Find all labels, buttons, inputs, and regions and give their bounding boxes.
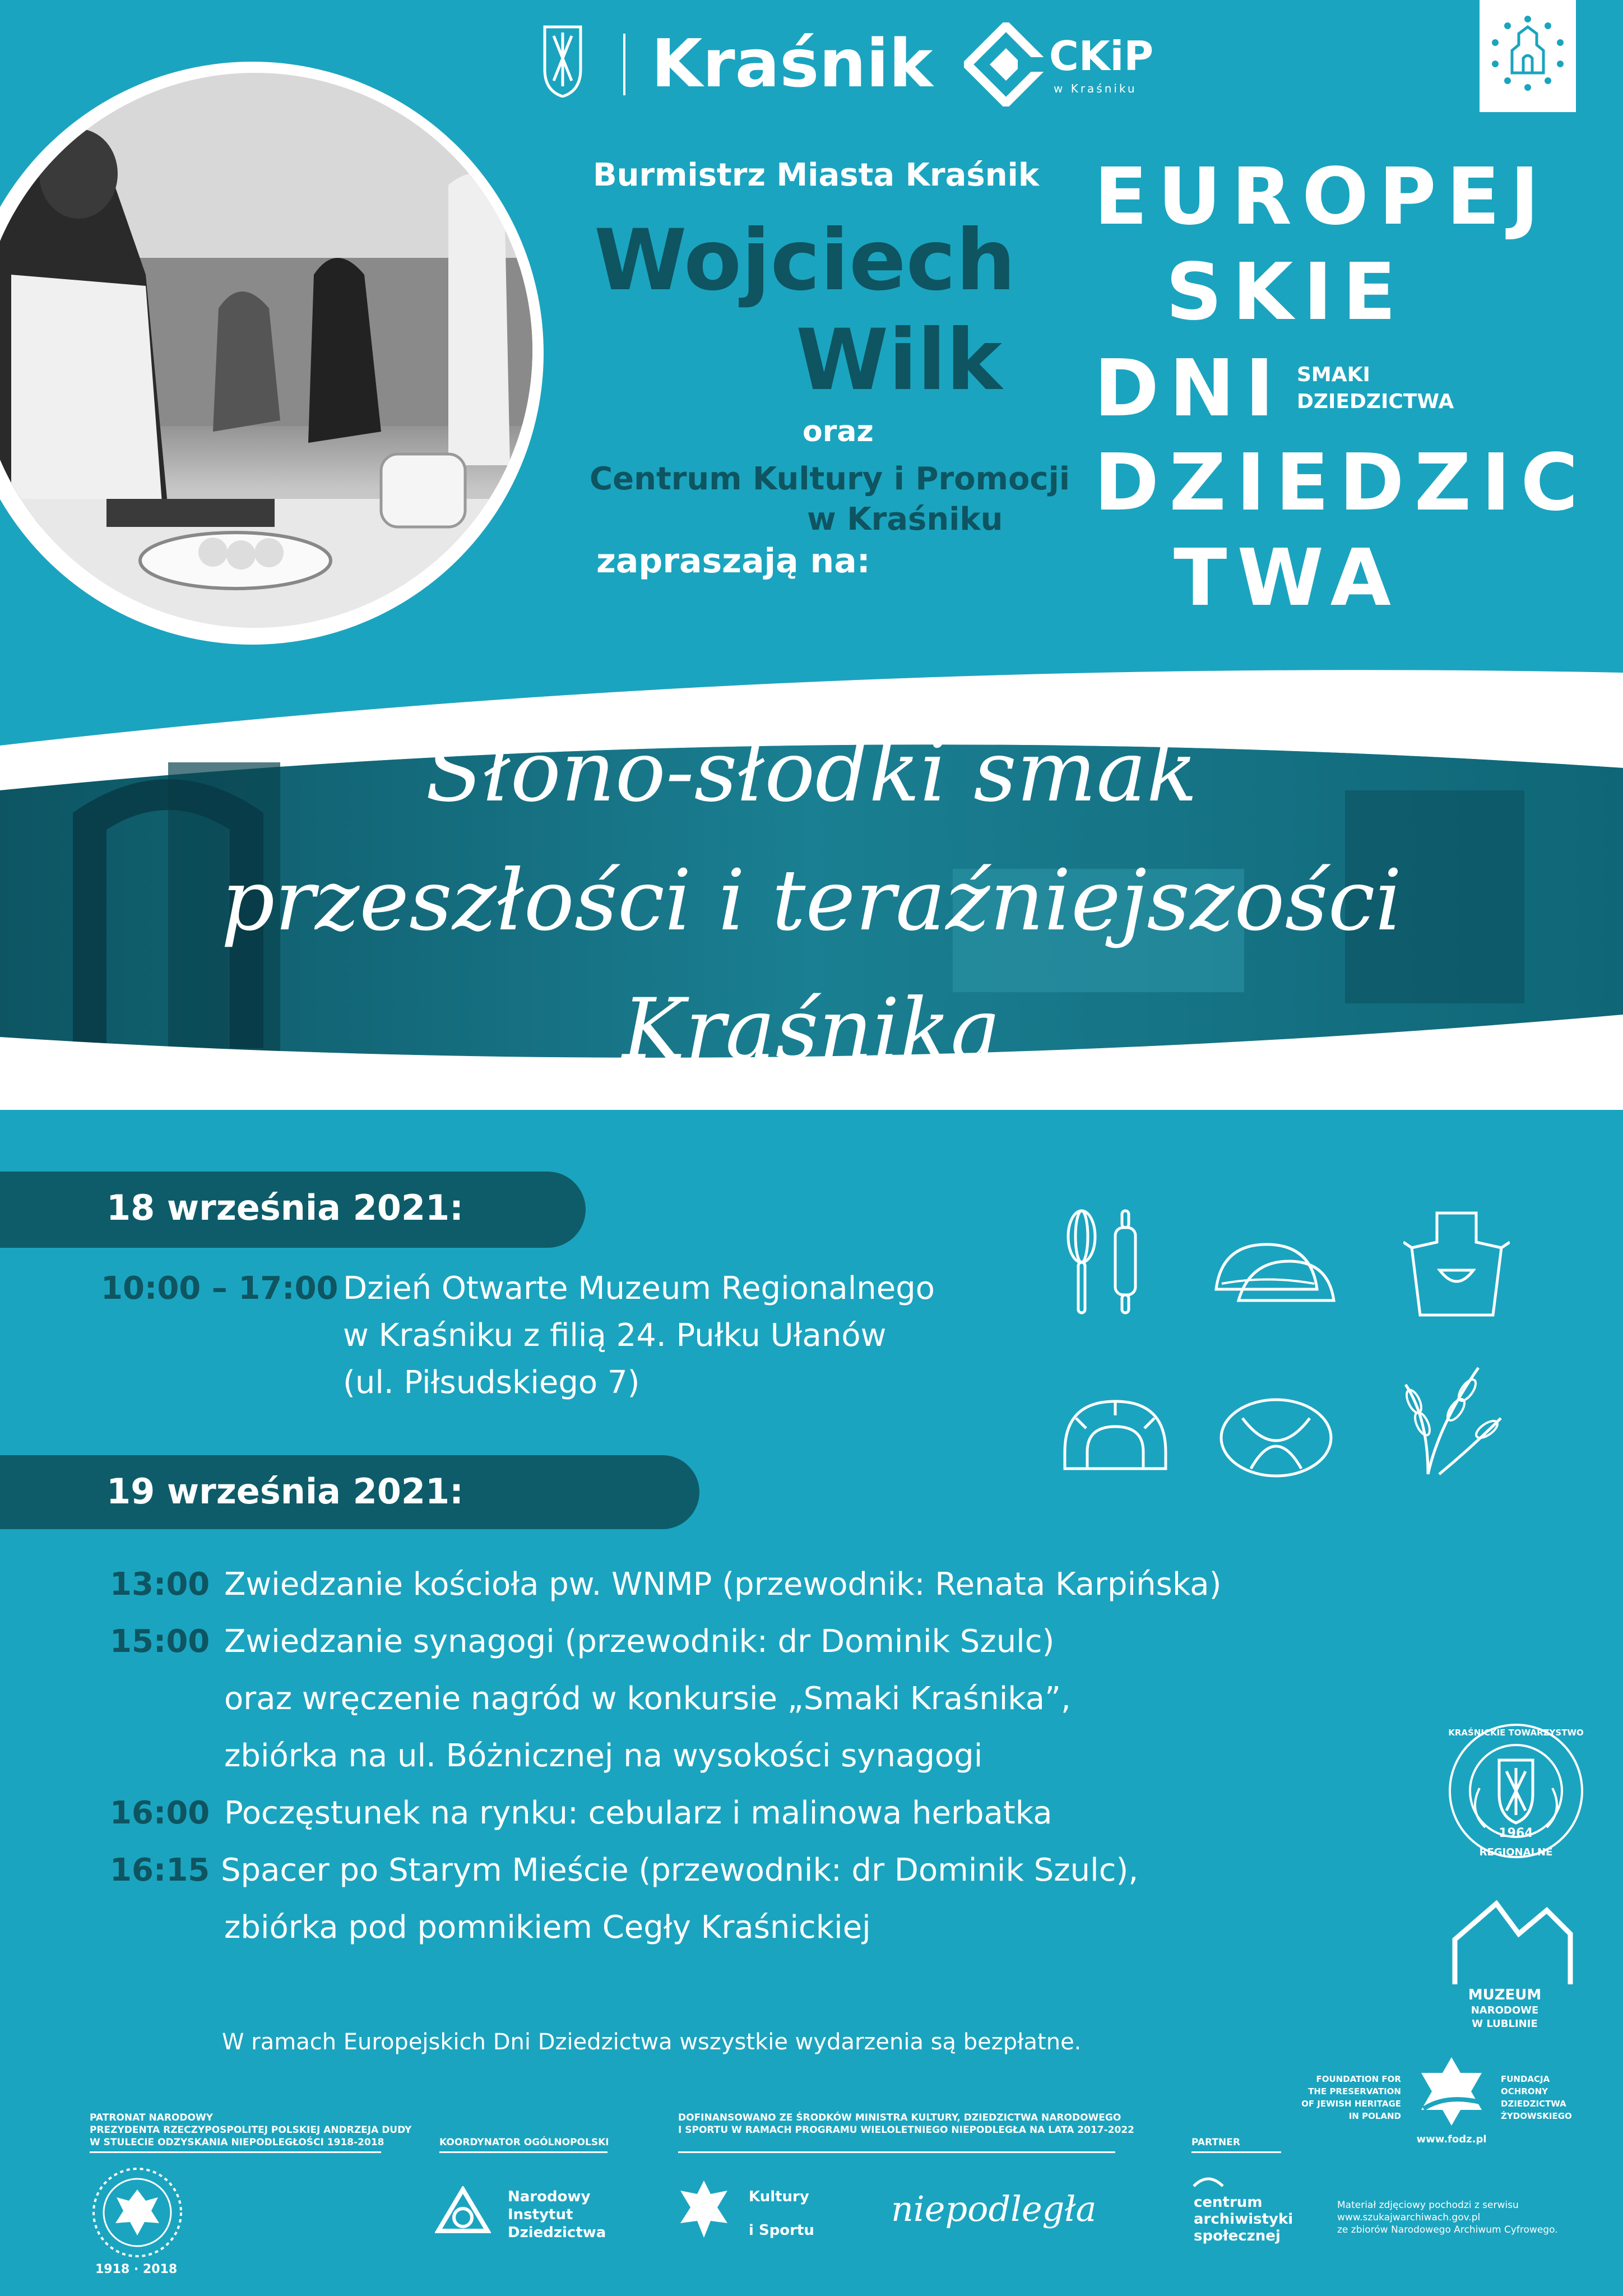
edd-emblem-icon bbox=[1480, 0, 1576, 112]
apron-icon bbox=[1403, 1209, 1510, 1321]
nid-line1: Narodowy bbox=[508, 2188, 591, 2205]
muzeum-narodowe-logo-icon bbox=[1452, 1900, 1575, 1990]
photo-credit-line1: Materiał zdjęciowy pochodzi z serwisu bbox=[1337, 2200, 1519, 2211]
day2-event3-time: 16:00 bbox=[110, 1795, 210, 1831]
fodz-pl-line2: OCHRONY bbox=[1501, 2086, 1548, 2096]
patronat-line3: W STULECIE ODZYSKANIA NIEPODLEGŁOŚCI 1918-2018 bbox=[90, 2137, 384, 2148]
photo-credit-line2: www.szukajwarchiwach.gov.pl bbox=[1337, 2212, 1481, 2223]
patronat-rule bbox=[90, 2151, 381, 2153]
fodz-pl-line3: DZIEDZICTWA bbox=[1501, 2099, 1566, 2109]
fodz-star-icon bbox=[1412, 2055, 1491, 2128]
day2-event3-line1: Poczęstunek na rynku: cebularz i malinowa herbatka bbox=[224, 1795, 1052, 1831]
day2-event4-time: 16:15 bbox=[110, 1852, 210, 1888]
patronat-line2: PREZYDENTA RZECZYPOSPOLITEJ POLSKIEJ ANDRZEJA DUDY bbox=[90, 2124, 412, 2136]
archival-photo bbox=[0, 73, 532, 628]
partner-rule bbox=[1191, 2151, 1281, 2153]
ca-line1: centrum bbox=[1194, 2194, 1263, 2211]
partner-label: PARTNER bbox=[1191, 2137, 1240, 2148]
koordynator-label: KOORDYNATOR OGÓLNOPOLSKI bbox=[439, 2137, 609, 2148]
day1-event1-time: 10:00 – 17:00 bbox=[101, 1270, 338, 1307]
day2-date-pill bbox=[0, 1455, 699, 1529]
fodz-en-line2: THE PRESERVATION bbox=[1308, 2086, 1401, 2096]
wheat-icon bbox=[1394, 1357, 1506, 1480]
ckip-logo-text: CKiP bbox=[1049, 33, 1154, 80]
whisk-icon bbox=[1065, 1209, 1098, 1315]
day2-date: 19 września 2021: bbox=[106, 1471, 463, 1512]
title-line3: Kraśnika bbox=[622, 981, 1001, 1078]
patronat-seal-icon bbox=[90, 2165, 185, 2260]
eagle-emblem-icon bbox=[676, 2175, 732, 2242]
day2-event2-time: 15:00 bbox=[110, 1623, 210, 1660]
day2-event4-line1: Spacer po Starym Mieście (przewodnik: dr Dominik Szulc), bbox=[221, 1852, 1139, 1888]
ckip-logo-subtext: w Kraśniku bbox=[1054, 82, 1137, 95]
niepodlegla-logo: niepodległa bbox=[891, 2188, 1097, 2229]
rolling-pin-icon bbox=[1112, 1209, 1139, 1315]
day2-event1-line1: Zwiedzanie kościoła pw. WNMP (przewodnik: Renata Karpińska) bbox=[224, 1566, 1222, 1603]
ca-line2: archiwistyki bbox=[1194, 2211, 1293, 2228]
day2-event2-line3: zbiórka na ul. Bóżnicznej na wysokości synagogi bbox=[224, 1738, 983, 1774]
muzeum-line1: MUZEUM bbox=[1468, 1987, 1542, 2003]
fodz-pl-line1: FUNDACJA bbox=[1501, 2074, 1550, 2084]
ktr-ring-top: KRAŚNICKIE TOWARZYSTWO bbox=[1448, 1728, 1584, 1738]
day1-date-pill bbox=[0, 1172, 586, 1248]
day1-event1-line1: Dzień Otwarte Muzeum Regionalnego bbox=[343, 1270, 935, 1307]
mayor-name-first: Wojciech bbox=[594, 212, 1016, 309]
ktr-year: 1964 bbox=[1499, 1826, 1533, 1840]
title-line2: przeszłości i teraźniejszości bbox=[221, 852, 1402, 950]
centrum-archiwistyki-icon bbox=[1191, 2172, 1225, 2188]
header-divider bbox=[623, 34, 625, 95]
day1-event1-line2: w Kraśniku z filią 24. Pułku Ułanów bbox=[343, 1317, 887, 1354]
edd-theme-line2: DZIEDZICTWA bbox=[1297, 390, 1454, 413]
day1-event1-line3: (ul. Piłsudskiego 7) bbox=[343, 1364, 640, 1401]
title-line1: Słono-słodki smak bbox=[425, 723, 1198, 821]
title-bottom-fill bbox=[0, 1110, 1623, 1155]
nid-logo-icon bbox=[435, 2186, 491, 2242]
ktr-ring-bottom: REGIONALNE bbox=[1479, 1846, 1553, 1858]
muzeum-line2: NARODOWE bbox=[1471, 2005, 1539, 2016]
edd-line-dziedzic: DZIEDZIC bbox=[1094, 437, 1589, 529]
fodz-url: www.fodz.pl bbox=[1416, 2133, 1487, 2145]
ckip-logo-icon bbox=[964, 22, 1048, 107]
krasnik-logo-text: Kraśnik bbox=[651, 25, 933, 102]
edd-line-skie: SKIE bbox=[1166, 247, 1407, 338]
pretzel-icon bbox=[1217, 1396, 1335, 1480]
day2-event1-time: 13:00 bbox=[110, 1566, 210, 1603]
day1-date: 18 września 2021: bbox=[106, 1187, 463, 1228]
edd-line-europej: EUROPEJ bbox=[1094, 151, 1550, 243]
intro-invite: zapraszają na: bbox=[596, 541, 870, 581]
bread-oven-icon bbox=[1059, 1396, 1171, 1474]
dofin-line1: DOFINANSOWANO ZE ŚRODKÓW MINISTRA KULTURY, DZIEDZICTWA NARODOWEGO bbox=[678, 2112, 1121, 2123]
krasnik-crest-icon bbox=[542, 25, 583, 98]
koordynator-rule bbox=[439, 2151, 608, 2153]
edd-line-twa: TWA bbox=[1174, 533, 1401, 624]
fodz-en-line3: OF JEWISH HERITAGE bbox=[1301, 2099, 1401, 2109]
dofin-rule bbox=[678, 2151, 1115, 2153]
mayor-name-last: Wilk bbox=[796, 312, 1003, 409]
intro-mayor-title: Burmistrz Miasta Kraśnik bbox=[593, 157, 1040, 193]
dumplings-icon bbox=[1205, 1228, 1339, 1312]
intro-org-line1: Centrum Kultury i Promocji bbox=[590, 461, 1070, 497]
fodz-en-line4: IN POLAND bbox=[1348, 2111, 1401, 2121]
mk-line2: i Sportu bbox=[749, 2222, 814, 2239]
dofin-line2: I SPORTU W RAMACH PROGRAMU WIELOLETNIEGO NIEPODLEGŁA NA LATA 2017-2022 bbox=[678, 2124, 1134, 2136]
mk-line1: Kultury bbox=[749, 2188, 809, 2205]
day2-event2-line2: oraz wręczenie nagród w konkursie „Smaki Kraśnika”, bbox=[224, 1681, 1071, 1717]
patronat-years: 1918 · 2018 bbox=[95, 2262, 178, 2276]
intro-oraz: oraz bbox=[803, 415, 874, 448]
edd-theme-line1: SMAKI bbox=[1297, 363, 1370, 386]
intro-org-line2: w Kraśniku bbox=[807, 501, 1003, 538]
muzeum-line3: W LUBLINIE bbox=[1472, 2018, 1538, 2030]
edd-line-dni: DNI bbox=[1094, 343, 1285, 434]
ca-line3: społecznej bbox=[1194, 2228, 1281, 2244]
day2-event2-line1: Zwiedzanie synagogi (przewodnik: dr Dominik Szulc) bbox=[224, 1623, 1055, 1660]
nid-line2: Instytut bbox=[508, 2206, 573, 2223]
day2-event4-line2: zbiórka pod pomnikiem Cegły Kraśnickiej bbox=[224, 1909, 871, 1946]
photo-credit-line3: ze zbiorów Narodowego Archiwum Cyfrowego. bbox=[1337, 2224, 1558, 2235]
nid-line3: Dziedzictwa bbox=[508, 2224, 606, 2241]
free-events-note: W ramach Europejskich Dni Dziedzictwa wszystkie wydarzenia są bezpłatne. bbox=[222, 2029, 1082, 2055]
patronat-line1: PATRONAT NARODOWY bbox=[90, 2112, 214, 2123]
fodz-pl-line4: ŻYDOWSKIEGO bbox=[1501, 2111, 1572, 2121]
fodz-en-line1: FOUNDATION FOR bbox=[1316, 2074, 1401, 2084]
